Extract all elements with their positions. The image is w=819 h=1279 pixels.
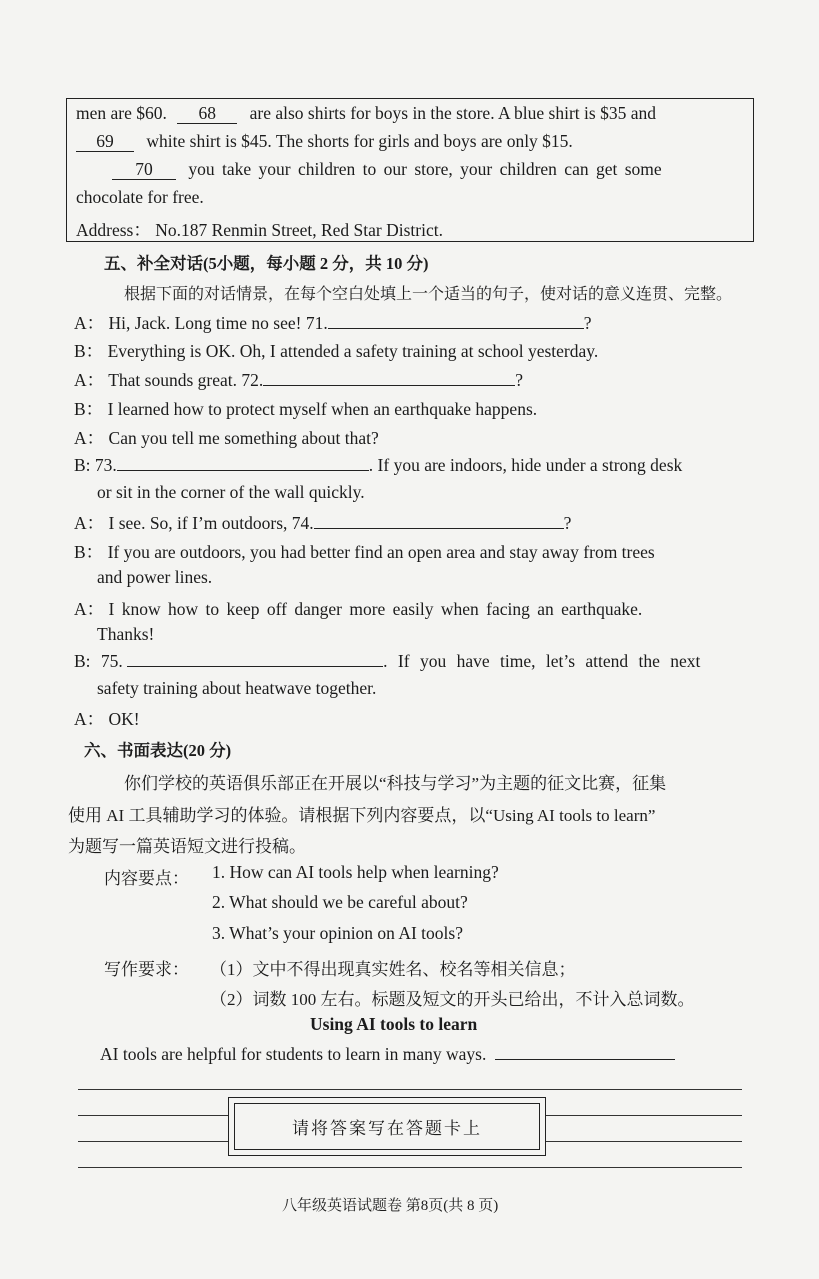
speaker: A： <box>74 513 105 533</box>
speaker: A： <box>74 709 105 729</box>
requirement-1: （1）文中不得出现真实姓名、校名等相关信息； <box>210 960 576 979</box>
section5-instruction: 根据下面的对话情景，在每个空白处填上一个适当的句子，使对话的意义连贯、完整。 <box>124 286 733 303</box>
blank-68: 68 <box>177 105 237 124</box>
point-2: 2. What should we be careful about? <box>212 892 468 912</box>
dialogue-text: I know how to keep off danger more easily when facing an earthquake. <box>108 599 643 619</box>
dialogue-text: Hi, Jack. Long time no see! 71. <box>108 313 328 333</box>
writing-line <box>78 1167 742 1168</box>
ad-line-1-pre: men are $60. <box>76 103 167 123</box>
ad-line-2-post: white shirt is $45. The shorts for girls and boys are only $15. <box>146 131 573 151</box>
dialogue-line-b4 <box>74 539 655 564</box>
speaker: A： <box>74 313 105 333</box>
ad-address: Address： No.187 Renmin Street, Red Star District. <box>76 220 443 240</box>
section6-heading: 六、书面表达(20 分) <box>84 741 232 760</box>
dialogue-punct: ? <box>563 513 572 533</box>
answer-blank-71 <box>328 312 584 329</box>
dialogue-text: . If you are indoors, hide under a strong desk <box>368 455 683 475</box>
dialogue-line-72 <box>74 367 523 392</box>
dialogue-text: OK! <box>108 709 140 729</box>
speaker: B： <box>74 542 104 562</box>
speaker: B: <box>74 651 91 671</box>
essay-start-text: AI tools are helpful for students to learn in many ways. <box>100 1044 487 1064</box>
dialogue-text: 73. <box>94 455 117 475</box>
dialogue-line-a6 <box>74 706 140 731</box>
speaker: B： <box>74 341 104 361</box>
essay-blank-first <box>495 1043 675 1060</box>
ad-line-3-post: you take your children to our store, your children can get some <box>188 159 662 179</box>
point-1: 1. How can AI tools help when learning? <box>212 862 499 882</box>
section6-para-2: 使用 AI 工具辅助学习的体验。请根据下列内容要点，以“Using AI tools to learn” <box>68 806 656 825</box>
dialogue-line-75 <box>74 650 700 672</box>
blank-69: 69 <box>76 133 134 152</box>
speaker: A： <box>74 370 105 390</box>
answer-card-notice-text: 请将答案写在答题卡上 <box>234 1103 540 1150</box>
dialogue-punct: ? <box>583 313 592 333</box>
answer-card-notice <box>228 1097 546 1156</box>
dialogue-text: . If you have time, let’s attend the next <box>383 651 701 671</box>
ad-line-3 <box>76 159 748 180</box>
ad-line-1-post: are also shirts for boys in the store. A blue shirt is $35 and <box>249 103 656 123</box>
essay-title: Using AI tools to learn <box>310 1014 478 1034</box>
answer-blank-73 <box>117 454 369 471</box>
essay-start <box>100 1043 675 1065</box>
dialogue-text: 75. <box>100 651 123 671</box>
requirements-label: 写作要求： <box>104 960 189 979</box>
dialogue-line-75-cont: safety training about heatwave together. <box>97 678 377 698</box>
dialogue-line-73 <box>74 454 682 476</box>
dialogue-text: I learned how to protect myself when an earthquake happens. <box>107 399 538 419</box>
dialogue-line-a3 <box>74 425 379 450</box>
dialogue-punct: ? <box>515 370 524 390</box>
dialogue-text: I see. So, if I’m outdoors, 74. <box>108 513 314 533</box>
section6-para-3: 为题写一篇英语短文进行投稿。 <box>68 837 306 856</box>
dialogue-text: If you are outdoors, you had better find an open area and stay away from trees <box>107 542 655 562</box>
speaker: B： <box>74 399 104 419</box>
answer-blank-72 <box>263 369 515 386</box>
dialogue-line-73-cont: or sit in the corner of the wall quickly. <box>97 482 365 502</box>
dialogue-text: That sounds great. 72. <box>108 370 264 390</box>
ad-line-4: chocolate for free. <box>76 187 204 207</box>
dialogue-text: Can you tell me something about that? <box>108 428 379 448</box>
ad-line-2 <box>76 131 573 152</box>
ad-line-1 <box>76 103 748 124</box>
dialogue-line-b2 <box>74 396 537 421</box>
answer-blank-74 <box>314 512 564 529</box>
speaker: A： <box>74 428 105 448</box>
dialogue-line-71 <box>74 310 591 335</box>
dialogue-line-b4-cont: and power lines. <box>97 567 213 587</box>
dialogue-line-74 <box>74 510 571 535</box>
dialogue-text: Everything is OK. Oh, I attended a safety training at school yesterday. <box>107 341 599 361</box>
dialogue-line-b1 <box>74 338 598 363</box>
point-3: 3. What’s your opinion on AI tools? <box>212 923 463 943</box>
answer-blank-75 <box>127 650 383 667</box>
speaker: A： <box>74 599 105 619</box>
writing-line <box>78 1089 742 1090</box>
section6-para-1: 你们学校的英语俱乐部正在开展以“科技与学习”为主题的征文比赛，征集 <box>124 774 667 793</box>
section5-heading: 五、补全对话(5小题，每小题 2 分，共 10 分) <box>104 254 429 273</box>
dialogue-line-a5-cont: Thanks! <box>97 624 155 644</box>
page-footer: 八年级英语试题卷 第8页(共 8 页) <box>282 1198 499 1214</box>
points-label: 内容要点： <box>104 869 189 888</box>
requirement-2: （2）词数 100 左右。标题及短文的开头已给出，不计入总词数。 <box>210 990 695 1009</box>
blank-70: 70 <box>112 161 176 180</box>
speaker: B: <box>74 455 91 475</box>
dialogue-line-a5 <box>74 596 748 621</box>
